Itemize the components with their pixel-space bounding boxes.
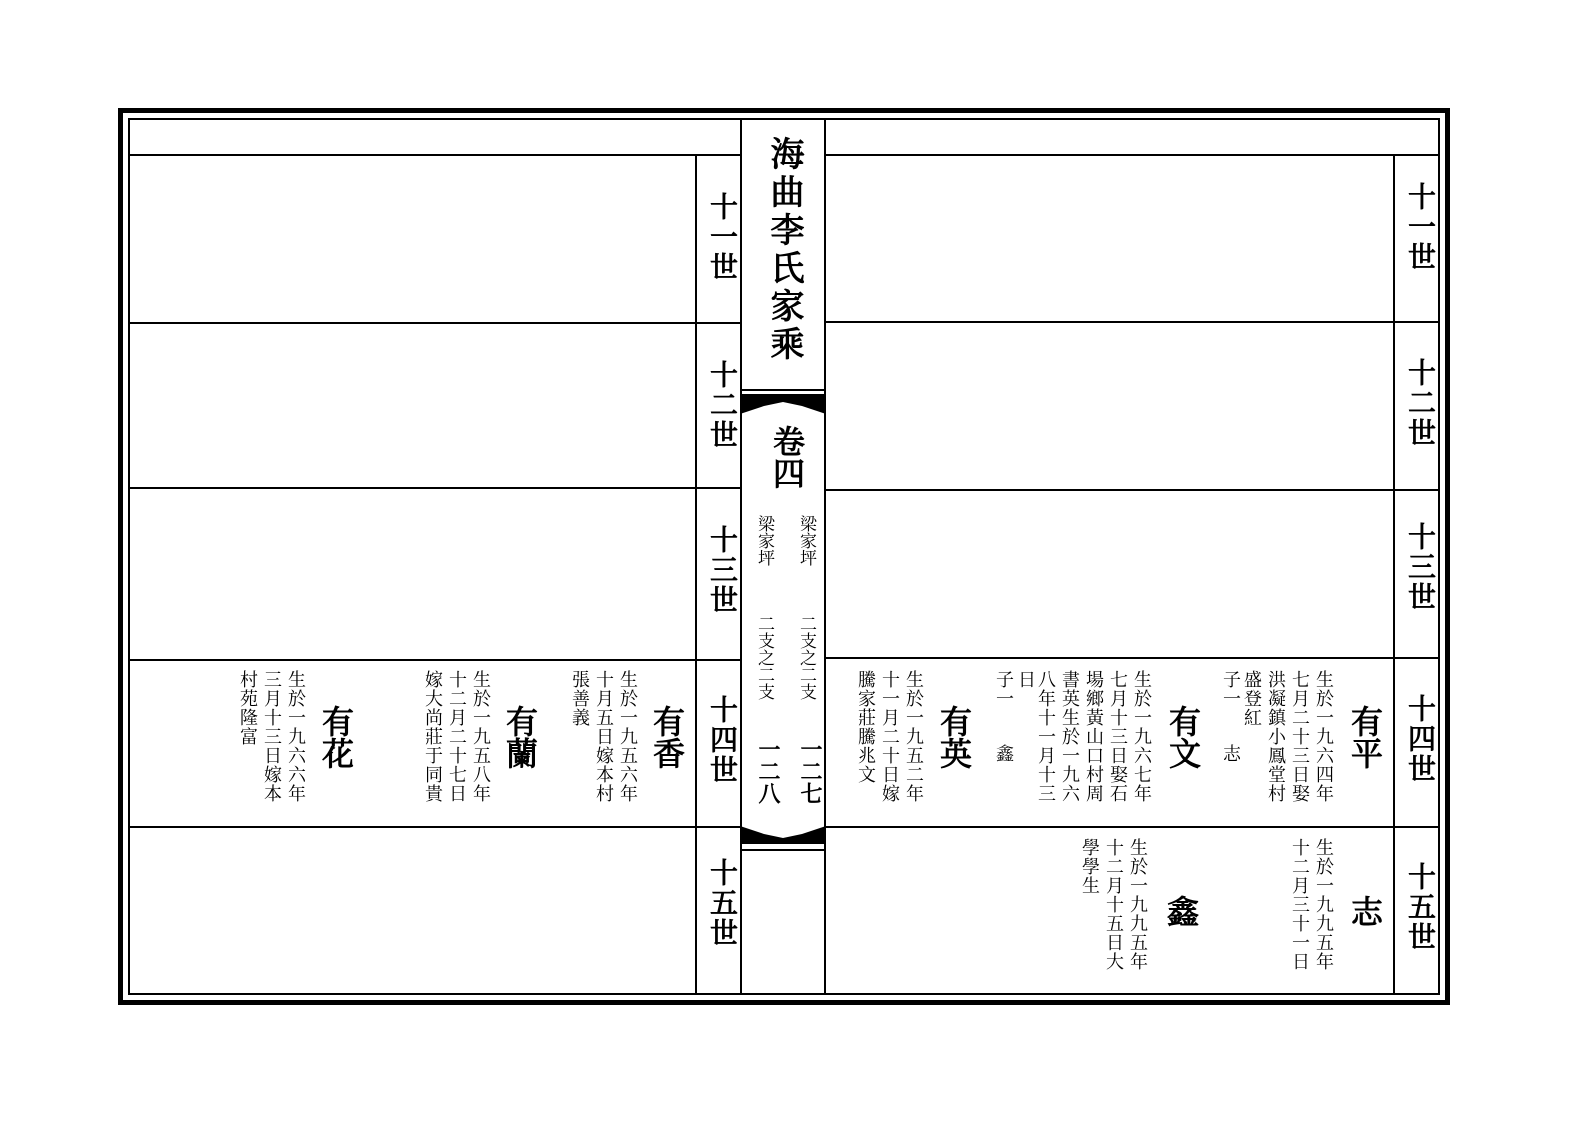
left-row-line-4 [128,826,740,828]
right-gen-15-label: 十五世 [1404,862,1437,952]
person-name: 有平 [1346,705,1384,769]
person-bio-line: 張善義 [569,670,590,727]
person-bio-line: 生於一九六七年 [1131,670,1152,803]
spine-right-branch: 二支之二支 [754,615,774,700]
spine-left-page-number: 一二七 [797,738,823,804]
right-header-line [826,154,1440,156]
right-gen-14-label: 十四世 [1404,694,1437,784]
person-bio-line: 騰家莊騰兆文 [855,670,876,784]
person-bio-line: 七月二十三日娶 [1289,670,1310,803]
right-gen-11-label: 十一世 [1404,182,1437,272]
spine-left-place: 梁家坪 [796,515,816,566]
person-name: 鑫 [1162,895,1200,927]
spine-left-branch: 二支之二支 [796,615,816,700]
left-gen-14-label: 十四世 [706,695,739,785]
person-bio-line: 日 [1015,670,1036,689]
right-row-line-1 [826,321,1440,323]
person-name: 有蘭 [501,705,539,769]
right-row-line-2 [826,489,1440,491]
left-generation-column-border [695,154,697,995]
person-name: 有文 [1164,705,1202,769]
left-gen-15-label: 十五世 [706,858,739,948]
book-title: 海曲李氏家乘 [764,136,804,364]
person-child-name: 鑫 [993,744,1014,763]
left-gen-11-label: 十一世 [706,192,739,282]
person-name: 有花 [317,705,355,769]
person-bio-line: 生於一九六四年 [1313,670,1334,803]
volume-label: 卷四 [768,425,806,489]
spine-right-page-number: 一二八 [755,738,781,804]
spine-right-place: 梁家坪 [754,515,774,566]
person-name: 志 [1346,895,1384,927]
person-bio-line: 書英生於一九六 [1059,670,1080,803]
person-bio-line: 生於一九六六年 [285,670,306,803]
person-bio-line: 七月十三日娶石 [1107,670,1128,803]
person-name: 有英 [935,705,973,769]
left-row-line-3 [128,659,740,661]
left-gen-13-label: 十三世 [706,525,739,615]
person-children-label: 子一 [1220,670,1241,708]
person-bio-line: 洪凝鎮小鳳堂村 [1265,670,1286,803]
right-gen-12-label: 十二世 [1404,358,1437,448]
right-row-line-3 [826,657,1440,659]
person-bio-line: 生於一九五二年 [903,670,924,803]
right-row-line-4 [826,826,1440,828]
person-bio-line: 學學生 [1079,838,1100,895]
person-name: 有香 [648,705,686,769]
person-bio-line: 村苑隆富 [237,670,258,746]
person-bio-line: 三月十三日嫁本 [261,670,282,803]
person-children-label: 子一 [993,670,1014,708]
right-gen-13-label: 十三世 [1404,522,1437,612]
person-bio-line: 十二月二十七日 [446,670,467,803]
person-bio-line: 十一月二十日嫁 [879,670,900,803]
left-gen-12-label: 十二世 [706,360,739,450]
person-bio-line: 十月五日嫁本村 [593,670,614,803]
person-bio-line: 生於一九五八年 [470,670,491,803]
left-row-line-1 [128,322,740,324]
person-bio-line: 場鄉黃山口村周 [1083,670,1104,803]
left-header-line [128,154,740,156]
person-bio-line: 十二月三十一日 [1289,838,1310,971]
person-bio-line: 八年十一月十三 [1035,670,1056,803]
person-bio-line: 生於一九五六年 [617,670,638,803]
person-bio-line: 十二月十五日大 [1103,838,1124,971]
person-bio-line: 嫁大尚莊于同貴 [422,670,443,803]
person-child-name: 志 [1220,744,1241,763]
person-bio-line: 生於一九九五年 [1127,838,1148,971]
left-row-line-2 [128,487,740,489]
person-bio-line: 盛登紅 [1241,670,1262,727]
person-bio-line: 生於一九九五年 [1313,838,1334,971]
right-generation-column-border [1393,154,1395,995]
